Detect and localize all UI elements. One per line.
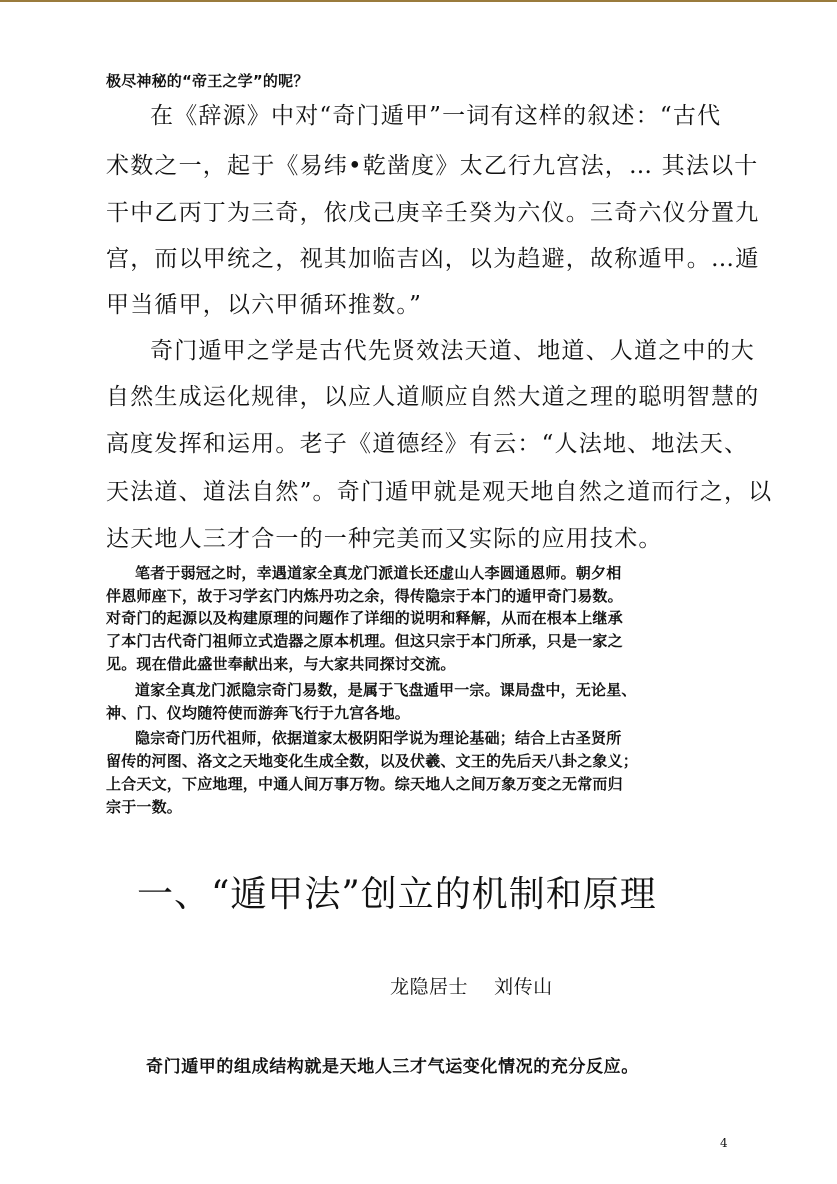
para1-line-4: 宫，而以甲统之，视其加临吉凶，以为趋避，故称遁甲。…遁 xyxy=(106,246,760,272)
small-para3-line-4: 宗于一数。 xyxy=(106,798,183,816)
closing-statement: 奇门遁甲的组成结构就是天地人三才气运变化情况的充分反应。 xyxy=(146,1057,639,1077)
small-para3-line-3: 上合天文，下应地理，中通人间万事万物。综天地人之间万象万变之无常而归 xyxy=(106,775,623,793)
small-para3-line-1: 隐宗奇门历代祖师，依据道家太极阴阳学说为理论基础；结合上古圣贤所 xyxy=(135,729,622,747)
section-heading: 一、“遁甲法”创立的机制和原理 xyxy=(137,874,657,915)
para1-line-5: 甲当循甲，以六甲循环推数。” xyxy=(106,292,423,318)
small-para2-line-2: 神、门、仪均随符使而游奔飞行于九宫各地。 xyxy=(106,704,411,722)
small-para3-line-2: 留传的河图、洛文之天地变化生成全数，以及伏羲、文王的先后天八卦之象义； xyxy=(106,752,639,770)
para1-line-2: 术数之一，起于《易纬•乾凿度》太乙行九宫法，… 其法以十 xyxy=(106,153,759,179)
small-para1-line-2: 伴恩师座下，故于习学玄门内炼丹功之余，得传隐宗于本门的遁甲奇门易数。 xyxy=(106,587,623,605)
continuation-line: 极尽神秘的“帝王之学”的呢？ xyxy=(106,72,309,90)
small-para1-line-5: 见。现在借此盛世奉献出来，与大家共同探讨交流。 xyxy=(106,655,456,673)
small-para1-line-1: 笔者于弱冠之时，幸遇道家全真龙门派道长还虚山人李圆通恩师。朝夕相 xyxy=(135,564,622,582)
author-line: 龙隐居士 刘传山 xyxy=(390,976,553,998)
para2-line-5: 达天地人三才合一的一种完美而又实际的应用技术。 xyxy=(106,526,663,552)
para1-line-3: 干中乙丙丁为三奇，依戊己庚辛壬癸为六仪。三奇六仪分置九 xyxy=(106,200,760,226)
page-number: 4 xyxy=(720,1136,728,1150)
small-para1-line-3: 对奇门的起源以及构建原理的问题作了详细的说明和释解，从而在根本上继承 xyxy=(106,609,623,627)
para2-line-2: 自然生成运化规律，以应人道顺应自然大道之理的聪明智慧的 xyxy=(106,384,760,410)
small-para2-line-1: 道家全真龙门派隐宗奇门易数，是属于飞盘遁甲一宗。课局盘中，无论星、 xyxy=(135,681,637,699)
small-para1-line-4: 了本门古代奇门祖师立式造器之原本机理。但这只宗于本门所承，只是一家之 xyxy=(106,632,623,650)
para2-line-3: 高度发挥和运用。老子《道德经》有云：“人法地、地法天、 xyxy=(106,431,749,457)
para2-line-1: 奇门遁甲之学是古代先贤效法天道、地道、人道之中的大 xyxy=(150,338,755,364)
para2-line-4: 天法道、道法自然”。奇门遁甲就是观天地自然之道而行之，以 xyxy=(106,479,773,505)
para1-line-1: 在《辞源》中对“奇门遁甲”一词有这样的叙述：“古代 xyxy=(150,103,722,129)
